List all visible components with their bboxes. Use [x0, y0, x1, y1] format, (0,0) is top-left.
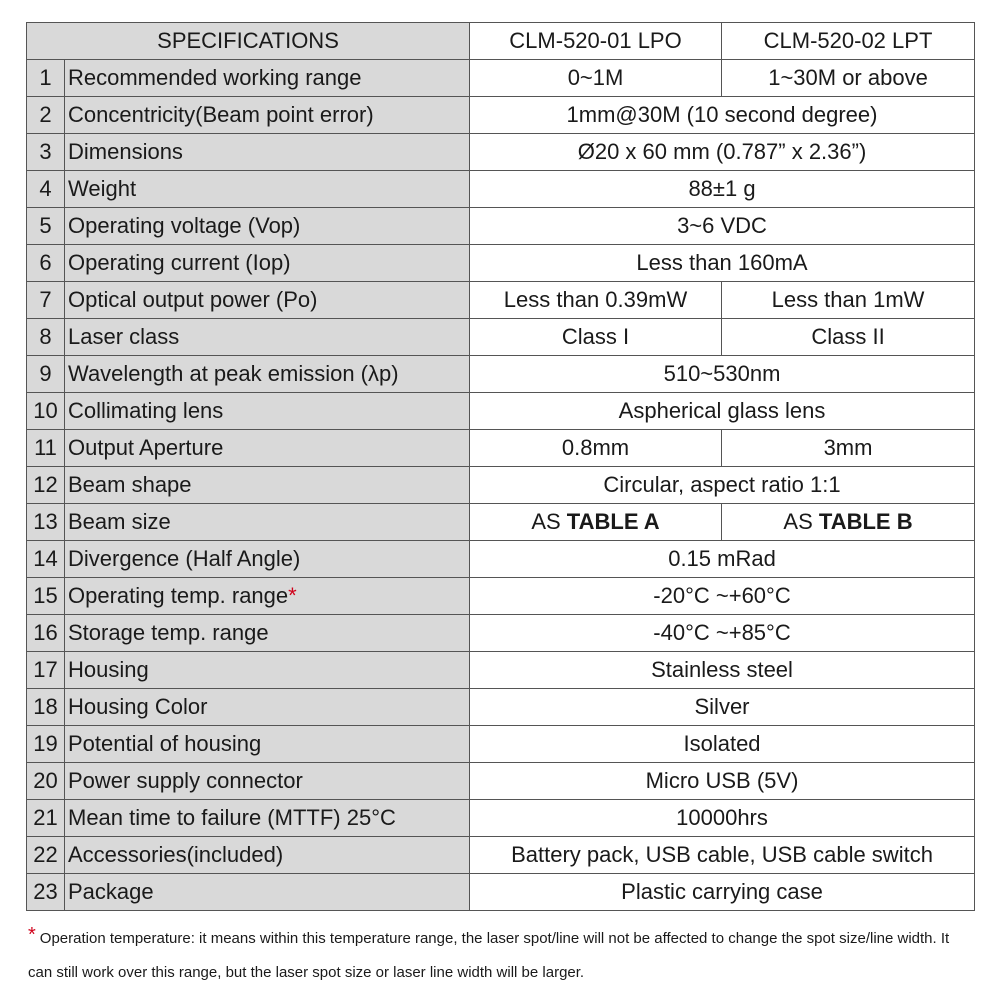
spec-label [65, 282, 470, 319]
spec-value-shared: Isolated [470, 726, 975, 763]
spec-label [65, 874, 470, 911]
spec-label-text: Output Aperture [68, 435, 224, 460]
row-number: 8 [27, 319, 65, 356]
table-header-row [27, 23, 975, 60]
table-row [27, 726, 975, 763]
row-number: 7 [27, 282, 65, 319]
row-number: 23 [27, 874, 65, 911]
spec-label-text: Operating voltage (Vop) [68, 213, 301, 238]
row-number: 10 [27, 393, 65, 430]
spec-label [65, 726, 470, 763]
value-prefix: AS [531, 509, 567, 534]
spec-label [65, 430, 470, 467]
spec-label-text: Potential of housing [68, 731, 262, 756]
table-row [27, 393, 975, 430]
footnote-asterisk: * [28, 924, 36, 946]
table-row [27, 60, 975, 97]
table-row [27, 578, 975, 615]
table-row [27, 245, 975, 282]
spec-label [65, 800, 470, 837]
table-row [27, 171, 975, 208]
row-number: 21 [27, 800, 65, 837]
spec-value-shared: Ø20 x 60 mm (0.787” x 2.36”) [470, 134, 975, 171]
spec-label-text: Storage temp. range [68, 620, 269, 645]
table-reference: TABLE B [818, 509, 913, 534]
spec-value-lpo [470, 504, 722, 541]
spec-value-shared: 0.15 mRad [470, 541, 975, 578]
spec-label-text: Collimating lens [68, 398, 224, 423]
row-number: 16 [27, 615, 65, 652]
spec-label-text: Housing [68, 657, 149, 682]
spec-value-shared: 1mm@30M (10 second degree) [470, 97, 975, 134]
spec-label-text: Laser class [68, 324, 180, 349]
spec-label [65, 467, 470, 504]
footnote-marker: * [288, 583, 297, 608]
spec-label [65, 134, 470, 171]
spec-label-text: Recommended working range [68, 65, 362, 90]
spec-label-text: Power supply connector [68, 768, 303, 793]
header-model-lpt: CLM-520-02 LPT [722, 23, 975, 60]
row-number: 1 [27, 60, 65, 97]
row-number: 6 [27, 245, 65, 282]
table-row [27, 541, 975, 578]
spec-label-text: Weight [68, 176, 137, 201]
spec-label-text: Operating temp. range [68, 583, 289, 608]
spec-value-shared: 510~530nm [470, 356, 975, 393]
spec-value-shared: 88±1 g [470, 171, 975, 208]
spec-label [65, 171, 470, 208]
spec-label-text: Divergence (Half Angle) [68, 546, 301, 571]
spec-value-shared: Silver [470, 689, 975, 726]
table-row [27, 874, 975, 911]
table-row [27, 356, 975, 393]
table-row [27, 652, 975, 689]
spec-label [65, 356, 470, 393]
spec-value-shared: Aspherical glass lens [470, 393, 975, 430]
spec-value-shared: 3~6 VDC [470, 208, 975, 245]
row-number: 14 [27, 541, 65, 578]
spec-value-lpt: Class II [722, 319, 975, 356]
spec-value-lpt: Less than 1mW [722, 282, 975, 319]
header-specifications: SPECIFICATIONS [27, 23, 470, 60]
table-row [27, 134, 975, 171]
row-number: 2 [27, 97, 65, 134]
spec-value-shared: Stainless steel [470, 652, 975, 689]
row-number: 4 [27, 171, 65, 208]
table-row [27, 689, 975, 726]
spec-value-shared: Circular, aspect ratio 1:1 [470, 467, 975, 504]
spec-label [65, 652, 470, 689]
spec-label [65, 615, 470, 652]
spec-label-text: Accessories(included) [68, 842, 284, 867]
spec-label [65, 504, 470, 541]
footnote [28, 922, 972, 990]
spec-label-text: Operating current (Iop) [68, 250, 291, 275]
spec-value-lpo: Less than 0.39mW [470, 282, 722, 319]
table-row [27, 837, 975, 874]
row-number: 20 [27, 763, 65, 800]
header-model-lpo: CLM-520-01 LPO [470, 23, 722, 60]
table-row [27, 208, 975, 245]
value-prefix: AS [783, 509, 819, 534]
row-number: 5 [27, 208, 65, 245]
spec-label-text: Beam shape [68, 472, 192, 497]
spec-value-lpo: 0~1M [470, 60, 722, 97]
spec-value-shared: Battery pack, USB cable, USB cable switch [470, 837, 975, 874]
spec-value-lpo: 0.8mm [470, 430, 722, 467]
table-body [27, 60, 975, 911]
row-number: 19 [27, 726, 65, 763]
row-number: 9 [27, 356, 65, 393]
specifications-table-container [26, 22, 974, 911]
spec-value-lpt [722, 504, 975, 541]
spec-label [65, 837, 470, 874]
table-row [27, 97, 975, 134]
spec-value-shared: 10000hrs [470, 800, 975, 837]
spec-label [65, 245, 470, 282]
spec-label-text: Optical output power (Po) [68, 287, 318, 312]
table-row [27, 504, 975, 541]
table-reference: TABLE A [566, 509, 660, 534]
spec-label [65, 763, 470, 800]
row-number: 11 [27, 430, 65, 467]
row-number: 22 [27, 837, 65, 874]
footnote-text: Operation temperature: it means within this temperature range, the laser spot/line will not be affected to change the spot size/line width. It can still work over this range, but the laser spot size or laser line width will be larger. [28, 930, 950, 981]
row-number: 12 [27, 467, 65, 504]
spec-label-text: Housing Color [68, 694, 208, 719]
spec-label [65, 60, 470, 97]
spec-label [65, 689, 470, 726]
spec-label [65, 393, 470, 430]
table-row [27, 282, 975, 319]
row-number: 15 [27, 578, 65, 615]
spec-label [65, 208, 470, 245]
table-row [27, 319, 975, 356]
table-row [27, 763, 975, 800]
spec-label [65, 541, 470, 578]
spec-value-lpt: 3mm [722, 430, 975, 467]
spec-value-shared: -40°C ~+85°C [470, 615, 975, 652]
spec-value-lpt: 1~30M or above [722, 60, 975, 97]
spec-label-text: Package [68, 879, 154, 904]
table-row [27, 467, 975, 504]
spec-value-shared: Less than 160mA [470, 245, 975, 282]
spec-value-lpo: Class I [470, 319, 722, 356]
spec-label [65, 97, 470, 134]
specifications-table [26, 22, 975, 911]
spec-label-text: Mean time to failure (MTTF) 25°C [68, 805, 396, 830]
spec-value-shared: Micro USB (5V) [470, 763, 975, 800]
spec-label-text: Wavelength at peak emission (λp) [68, 361, 399, 386]
spec-label-text: Concentricity(Beam point error) [68, 102, 374, 127]
spec-label-text: Beam size [68, 509, 171, 534]
spec-value-shared: -20°C ~+60°C [470, 578, 975, 615]
table-row [27, 430, 975, 467]
spec-label [65, 578, 470, 615]
row-number: 17 [27, 652, 65, 689]
spec-value-shared: Plastic carrying case [470, 874, 975, 911]
row-number: 13 [27, 504, 65, 541]
spec-label [65, 319, 470, 356]
row-number: 3 [27, 134, 65, 171]
row-number: 18 [27, 689, 65, 726]
spec-label-text: Dimensions [68, 139, 183, 164]
table-row [27, 800, 975, 837]
table-row [27, 615, 975, 652]
